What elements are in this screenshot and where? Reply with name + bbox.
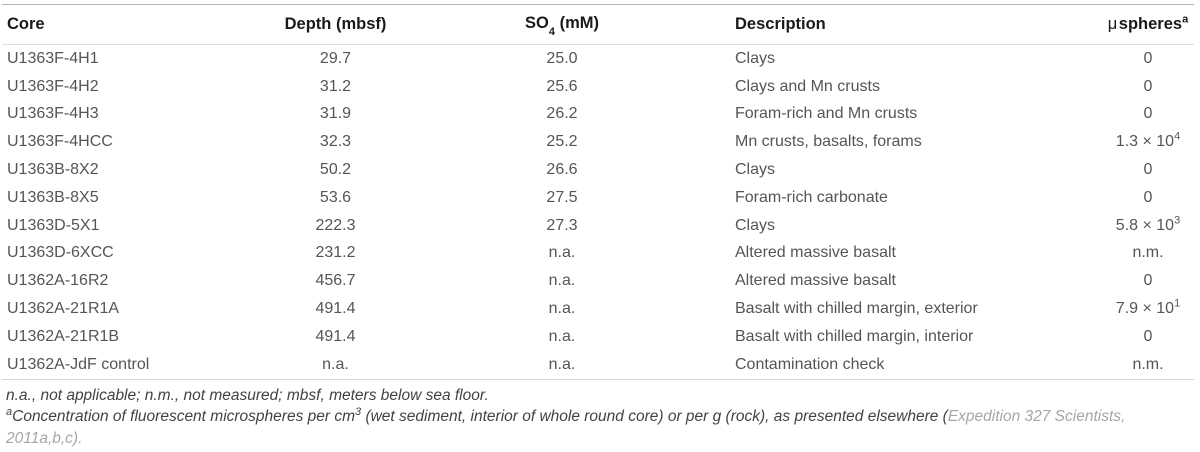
cell-so4: 25.0: [546, 49, 578, 67]
cell-so4: 27.3: [546, 216, 578, 234]
header-description: Description: [723, 5, 1102, 45]
cell-uspheres: $5.8 \times 10^3$: [1115, 214, 1181, 234]
cell-uspheres: $1.3 \times 10^4$: [1115, 130, 1181, 151]
cell-core: U1363D-5X1: [7, 216, 100, 234]
header-uspheres: μspheres$^a$: [1102, 5, 1194, 45]
cell-description: Foram-rich and Mn crusts: [735, 105, 918, 123]
citation-link-2011[interactable]: 2011a,b,c).: [6, 429, 83, 447]
cell-depth: 50.2: [319, 161, 352, 179]
cell-description: Clays and Mn crusts: [735, 77, 880, 95]
cell-so4: 26.6: [546, 161, 578, 179]
cell-depth: 456.7: [315, 272, 356, 290]
cell-core: U1363D-6XCC: [7, 244, 114, 262]
table-row: [2, 45, 1194, 73]
cell-depth: 491.4: [315, 327, 356, 345]
cell-description: Basalt with chilled margin, exterior: [735, 300, 978, 318]
header-so4: $SO_4$ (mM): [401, 5, 723, 45]
cell-core: U1362A-21R1B: [7, 327, 120, 345]
cell-uspheres: $7.9 \times 10^1$: [1115, 297, 1181, 318]
cell-description: Clays: [735, 216, 776, 234]
cell-uspheres: 0: [1143, 327, 1153, 345]
cell-so4: 25.2: [546, 133, 578, 151]
cell-so4: 27.5: [546, 188, 578, 206]
table-row: [2, 323, 1194, 351]
cell-uspheres: 0: [1143, 188, 1153, 206]
table-row: [2, 128, 1194, 156]
cell-uspheres: 0: [1143, 49, 1153, 67]
footnote-abbreviations: n.a., not applicable; n.m., not measured; mbsf, meters below sea floor.: [6, 386, 489, 404]
cell-core: U1362A-21R1A: [7, 300, 120, 318]
table-row: [2, 101, 1194, 129]
table-footnotes: [6, 385, 1200, 450]
cell-depth: n.a.: [270, 351, 401, 379]
cell-so4: 25.6: [546, 77, 578, 95]
footnote-microspheres: $^a$Concentration of fluorescent microspheres per cm$^3$ (wet sediment, interior of whole round core) or per g (rock), as presented elsewhere (Expedition 327 Scientists,: [6, 405, 1126, 426]
table-row: [2, 240, 1194, 268]
table-row: [2, 212, 1194, 240]
citation-link-expedition[interactable]: Expedition 327 Scientists,: [947, 408, 1126, 426]
cell-depth: 222.3: [315, 216, 356, 234]
table-body: [2, 45, 1194, 380]
cell-core: U1363F-4H1: [7, 49, 99, 67]
cell-so4: n.a.: [548, 300, 576, 318]
cell-description: Contamination check: [723, 351, 1102, 379]
table-row: [2, 184, 1194, 212]
cell-uspheres: 0: [1143, 272, 1153, 290]
cell-core: U1363B-8X2: [7, 161, 99, 179]
cell-depth: 231.2: [315, 244, 356, 262]
table-row: [2, 295, 1194, 323]
cell-uspheres: 0: [1143, 161, 1153, 179]
cell-description: Clays: [735, 49, 776, 67]
cell-core: U1363B-8X5: [7, 188, 99, 206]
table-row: [2, 156, 1194, 184]
table-row: [2, 267, 1194, 295]
core-samples-table: [2, 4, 1194, 380]
cell-description: Foram-rich carbonate: [735, 188, 888, 206]
cell-uspheres: 0: [1143, 105, 1153, 123]
footnote-marker-a: a: [6, 405, 13, 418]
footnote-ref-a: a: [1182, 13, 1189, 26]
cell-description: Mn crusts, basalts, forams: [735, 133, 922, 151]
cell-core: U1363F-4H3: [7, 105, 99, 123]
cell-uspheres: n.m.: [1132, 244, 1164, 262]
cell-uspheres: n.m.: [1102, 351, 1194, 379]
footnote-citation-line: [6, 428, 1200, 450]
cell-core: U1362A-16R2: [7, 272, 109, 290]
cell-depth: 31.9: [319, 105, 352, 123]
cell-depth: 31.2: [319, 77, 352, 95]
table-row: [2, 351, 1194, 379]
cell-so4: 26.2: [546, 105, 578, 123]
cell-so4: n.a.: [548, 327, 576, 345]
cm3-superscript: 3: [355, 405, 362, 418]
cell-depth: 29.7: [319, 49, 352, 67]
cell-depth: 491.4: [315, 300, 356, 318]
cell-so4: n.a.: [548, 272, 576, 290]
table-header: [2, 5, 1194, 45]
cell-description: Altered massive basalt: [735, 272, 896, 290]
header-depth: Depth (mbsf): [270, 5, 401, 45]
header-row: [2, 5, 1194, 45]
cell-description: Basalt with chilled margin, interior: [735, 327, 974, 345]
mu-symbol: μ: [1107, 15, 1118, 33]
cell-so4: n.a.: [401, 351, 723, 379]
cell-description: Altered massive basalt: [735, 244, 896, 262]
cell-core: U1362A-JdF control: [2, 351, 270, 379]
cell-depth: 32.3: [319, 133, 352, 151]
header-core: Core: [2, 5, 270, 45]
cell-description: Clays: [735, 161, 776, 179]
cell-core: U1363F-4HCC: [7, 133, 113, 151]
table-row: [2, 73, 1194, 101]
cell-core: U1363F-4H2: [7, 77, 99, 95]
cell-depth: 53.6: [319, 188, 352, 206]
cell-so4: n.a.: [548, 244, 576, 262]
cell-uspheres: 0: [1143, 77, 1153, 95]
